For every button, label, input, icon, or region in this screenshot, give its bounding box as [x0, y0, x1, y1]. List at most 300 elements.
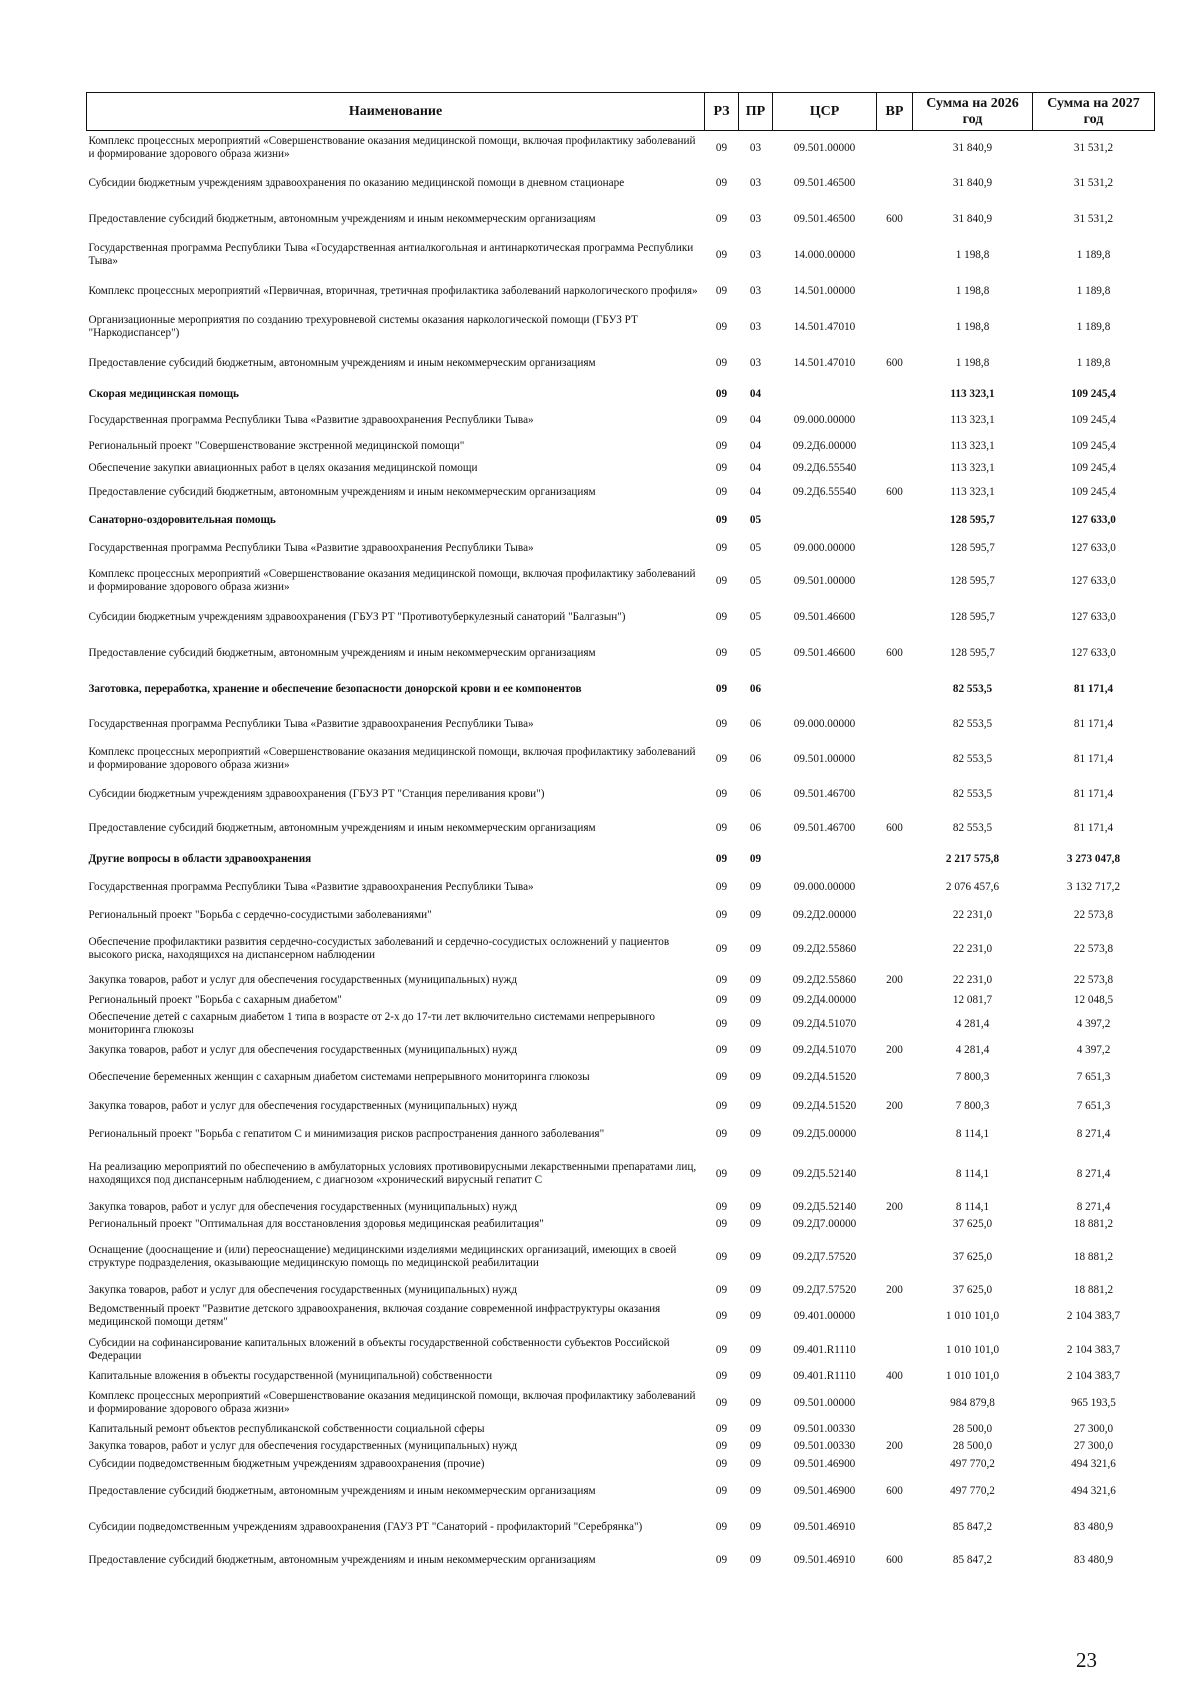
table-row: [87, 507, 1155, 533]
row-vr: 600: [886, 1484, 903, 1497]
row-vr: [877, 1119, 913, 1149]
row-sum-2026: 128 595,7: [950, 541, 995, 554]
row-rz: 09: [715, 356, 728, 369]
row-sum-2027: 1 189,8: [1076, 248, 1111, 261]
row-sum-2027: 1 189,8: [1076, 284, 1111, 297]
row-name: Субсидии на софинансирование капитальных вложений в объекты государственной собственности субъектов Российской Федерации: [88, 1337, 670, 1362]
table-row: [87, 811, 1155, 845]
row-rz: 09: [715, 752, 728, 765]
row-pr: 06: [749, 752, 762, 765]
header-name: Наименование: [87, 93, 705, 131]
row-sum-2026: 113 323,1: [950, 461, 995, 474]
row-sum-2026: 1 198,8: [955, 356, 990, 369]
row-pr: 09: [749, 1343, 762, 1356]
row-csr: 09.501.46600: [793, 646, 856, 659]
row-pr: 09: [749, 1099, 762, 1112]
table-row: [87, 1509, 1155, 1545]
row-pr: 09: [749, 1553, 762, 1566]
row-csr: 09.401.R1110: [793, 1343, 856, 1356]
row-sum-2027: 18 881,2: [1073, 1283, 1114, 1296]
row-csr: 09.2Д6.55540: [792, 461, 857, 474]
row-sum-2027: 965 193,5: [1071, 1396, 1116, 1409]
row-sum-2026: 22 231,0: [952, 973, 993, 986]
table-row: [87, 1119, 1155, 1149]
row-vr: [877, 1009, 913, 1039]
row-name: Обеспечение профилактики развития сердечно-сосудистых заболеваний и сердечно-сосудистых осложнений у пациентов высокого риска, находящихся на диспансерном наблюдении: [88, 936, 670, 961]
row-vr: [877, 671, 913, 707]
row-name: Закупка товаров, работ и услуг для обеспечения государственных (муниципальных) нужд: [88, 1099, 518, 1112]
row-vr: [877, 1385, 913, 1421]
row-vr: [877, 237, 913, 273]
row-pr: 09: [749, 1043, 762, 1056]
row-csr: 09.2Д4.00000: [792, 993, 857, 1006]
row-vr: [877, 407, 913, 433]
row-csr: 09.2Д5.52140: [792, 1200, 857, 1213]
row-vr: [877, 459, 913, 477]
header-sum-2026: Сумма на 2026 год: [913, 93, 1033, 131]
table-row: [87, 563, 1155, 599]
row-name: Предоставление субсидий бюджетным, автономным учреждениям и иным некоммерческим организациям: [88, 821, 596, 834]
table-row: [87, 873, 1155, 901]
row-pr: 09: [749, 1309, 762, 1322]
row-vr: [877, 433, 913, 459]
row-rz: 09: [715, 212, 728, 225]
row-sum-2027: 127 633,0: [1071, 646, 1116, 659]
row-csr: 09.501.46500: [793, 212, 856, 225]
row-vr: [877, 1299, 913, 1333]
table-row: [87, 599, 1155, 635]
row-sum-2026: 31 840,9: [952, 141, 993, 154]
row-sum-2026: 82 553,5: [952, 821, 993, 834]
row-name: Предоставление субсидий бюджетным, автономным учреждениям и иным некоммерческим организациям: [88, 212, 596, 225]
table-row: [87, 433, 1155, 459]
table-row: [87, 991, 1155, 1009]
row-pr: 09: [749, 1520, 762, 1533]
row-vr: [877, 1509, 913, 1545]
row-name: Санаторно-оздоровительная помощь: [88, 513, 276, 526]
row-sum-2026: 113 323,1: [950, 439, 995, 452]
row-csr: 09.2Д2.55860: [792, 973, 857, 986]
row-csr: 09.2Д4.51070: [792, 1043, 857, 1056]
table-row: [87, 1385, 1155, 1421]
row-vr: [877, 929, 913, 969]
table-row: [87, 1039, 1155, 1061]
header-vr: ВР: [877, 93, 913, 131]
row-pr: 09: [749, 1369, 762, 1382]
row-pr: 09: [749, 1457, 762, 1470]
row-vr: [877, 741, 913, 777]
row-csr: 09.2Д4.51070: [792, 1017, 857, 1030]
row-vr: [877, 131, 913, 166]
row-rz: 09: [715, 852, 728, 865]
row-rz: 09: [715, 1484, 728, 1497]
row-vr: [877, 1421, 913, 1437]
row-pr: 09: [749, 1200, 762, 1213]
row-csr: 09.501.46500: [793, 176, 856, 189]
row-sum-2027: 8 271,4: [1076, 1127, 1111, 1140]
row-vr: [877, 563, 913, 599]
row-pr: 09: [749, 1250, 762, 1263]
row-sum-2027: 2 104 383,7: [1066, 1309, 1121, 1322]
row-rz: 09: [715, 1520, 728, 1533]
row-csr: 09.2Д7.00000: [792, 1217, 857, 1230]
table-row: [87, 1473, 1155, 1509]
row-vr: 600: [886, 821, 903, 834]
row-sum-2026: 128 595,7: [950, 610, 995, 623]
row-sum-2027: 7 651,3: [1076, 1070, 1111, 1083]
row-csr: [773, 845, 877, 873]
row-pr: 04: [749, 439, 762, 452]
row-vr: [877, 707, 913, 741]
row-rz: 09: [715, 1250, 728, 1263]
row-name: Предоставление субсидий бюджетным, автономным учреждениям и иным некоммерческим организациям: [88, 356, 596, 369]
row-vr: [877, 533, 913, 563]
row-name: Субсидии бюджетным учреждениям здравоохранения (ГБУЗ РТ "Станция переливания крови"): [88, 787, 545, 800]
row-rz: 09: [715, 821, 728, 834]
row-sum-2027: 494 321,6: [1071, 1457, 1116, 1470]
row-csr: 09.501.46700: [793, 821, 856, 834]
row-csr: 14.501.00000: [793, 284, 856, 297]
row-pr: 05: [749, 610, 762, 623]
row-rz: 09: [715, 284, 728, 297]
row-csr: 09.2Д6.00000: [792, 439, 857, 452]
row-vr: [877, 599, 913, 635]
row-csr: 09.501.00000: [793, 1396, 856, 1409]
row-sum-2026: 1 010 101,0: [945, 1343, 1000, 1356]
row-sum-2026: 1 010 101,0: [945, 1309, 1000, 1322]
row-rz: 09: [715, 942, 728, 955]
row-sum-2026: 28 500,0: [952, 1422, 993, 1435]
table-row: [87, 671, 1155, 707]
row-vr: [877, 1149, 913, 1199]
row-sum-2027: 3 132 717,2: [1066, 880, 1121, 893]
row-sum-2027: 109 245,4: [1071, 387, 1116, 400]
row-rz: 09: [715, 1283, 728, 1296]
row-name: Комплекс процессных мероприятий «Совершенствование оказания медицинской помощи, включая профилактику заболеваний и формирование здорового образа жизни»: [88, 135, 696, 160]
row-csr: 09.2Д5.00000: [792, 1127, 857, 1140]
row-sum-2027: 18 881,2: [1073, 1250, 1114, 1263]
row-sum-2026: 113 323,1: [950, 387, 995, 400]
table-row: [87, 969, 1155, 991]
table-row: [87, 929, 1155, 969]
row-vr: [877, 1233, 913, 1281]
row-pr: 09: [749, 1422, 762, 1435]
row-rz: 09: [715, 1070, 728, 1083]
row-sum-2027: 4 397,2: [1076, 1043, 1111, 1056]
row-sum-2026: 128 595,7: [950, 574, 995, 587]
row-csr: 09.501.00330: [793, 1439, 856, 1452]
table-row: [87, 1545, 1155, 1575]
row-name: Закупка товаров, работ и услуг для обеспечения государственных (муниципальных) нужд: [88, 1043, 518, 1056]
table-row: [87, 635, 1155, 671]
row-name: Закупка товаров, работ и услуг для обеспечения государственных (муниципальных) нужд: [88, 1283, 518, 1296]
row-sum-2027: 22 573,8: [1073, 908, 1114, 921]
row-rz: 09: [715, 717, 728, 730]
row-rz: 09: [715, 141, 728, 154]
row-pr: 05: [749, 513, 762, 526]
table-row: [87, 1367, 1155, 1385]
header-csr: ЦСР: [773, 93, 877, 131]
row-name: Комплекс процессных мероприятий «Совершенствование оказания медицинской помощи, включая профилактику заболеваний и формирование здорового образа жизни»: [88, 1390, 696, 1415]
row-sum-2027: 27 300,0: [1073, 1422, 1114, 1435]
row-sum-2027: 81 171,4: [1073, 752, 1114, 765]
row-sum-2027: 12 048,5: [1073, 993, 1114, 1006]
row-rz: 09: [715, 574, 728, 587]
row-name: Закупка товаров, работ и услуг для обеспечения государственных (муниципальных) нужд: [88, 1200, 518, 1213]
row-sum-2026: 7 800,3: [955, 1070, 990, 1083]
row-rz: 09: [715, 1422, 728, 1435]
row-name: Комплекс процессных мероприятий «Совершенствование оказания медицинской помощи, включая профилактику заболеваний и формирование здорового образа жизни»: [88, 568, 696, 593]
row-name: Государственная программа Республики Тыва «Развитие здравоохранения Республики Тыва»: [88, 717, 534, 730]
row-sum-2026: 4 281,4: [955, 1017, 990, 1030]
row-sum-2026: 22 231,0: [952, 908, 993, 921]
row-csr: [773, 381, 877, 407]
row-name: Региональный проект "Борьба с сердечно-сосудистыми заболеваниями": [88, 908, 432, 921]
row-rz: 09: [715, 1099, 728, 1112]
row-rz: 09: [715, 1553, 728, 1566]
row-name: Комплекс процессных мероприятий «Первичная, вторичная, третичная профилактика заболеваний наркологического профиля»: [88, 284, 698, 297]
row-sum-2027: 83 480,9: [1073, 1553, 1114, 1566]
row-vr: 600: [886, 1553, 903, 1566]
row-sum-2027: 8 271,4: [1076, 1200, 1111, 1213]
row-csr: 09.2Д4.51520: [792, 1070, 857, 1083]
row-csr: 09.2Д4.51520: [792, 1099, 857, 1112]
row-name: Государственная программа Республики Тыва «Развитие здравоохранения Республики Тыва»: [88, 541, 534, 554]
row-sum-2027: 27 300,0: [1073, 1439, 1114, 1452]
row-csr: 09.401.R1110: [793, 1369, 856, 1382]
row-csr: 09.000.00000: [793, 413, 856, 426]
row-rz: 09: [715, 1457, 728, 1470]
row-sum-2026: 85 847,2: [952, 1553, 993, 1566]
row-sum-2026: 82 553,5: [952, 717, 993, 730]
row-pr: 04: [749, 387, 762, 400]
row-sum-2027: 494 321,6: [1071, 1484, 1116, 1497]
row-name: Закупка товаров, работ и услуг для обеспечения государственных (муниципальных) нужд: [88, 1439, 518, 1452]
row-name: Региональный проект "Совершенствование экстренной медицинской помощи": [88, 439, 465, 452]
row-name: Обеспечение беременных женщин с сахарным диабетом системами непрерывного мониторинга глюкозы: [88, 1070, 590, 1083]
row-sum-2026: 37 625,0: [952, 1250, 993, 1263]
table-row: [87, 845, 1155, 873]
row-name: Оснащение (дооснащение и (или) переоснащение) медицинскими изделиями медицинских организаций, имеющих в своей структуре подразделения, оказывающие медицинскую помощь по медицинской реабилитации: [88, 1244, 677, 1269]
row-sum-2027: 81 171,4: [1073, 682, 1114, 695]
row-sum-2027: 109 245,4: [1071, 485, 1116, 498]
row-csr: 09.2Д7.57520: [792, 1283, 857, 1296]
row-vr: [877, 873, 913, 901]
row-pr: 09: [749, 1439, 762, 1452]
row-rz: 09: [715, 610, 728, 623]
row-sum-2027: 81 171,4: [1073, 787, 1114, 800]
row-sum-2026: 2 076 457,6: [945, 880, 1000, 893]
row-rz: 09: [715, 1396, 728, 1409]
row-csr: 09.401.00000: [793, 1309, 856, 1322]
row-pr: 03: [749, 320, 762, 333]
row-csr: 14.501.47010: [793, 320, 856, 333]
row-sum-2027: 81 171,4: [1073, 821, 1114, 834]
row-rz: 09: [715, 682, 728, 695]
row-vr: 400: [886, 1369, 903, 1382]
row-csr: 09.000.00000: [793, 541, 856, 554]
row-rz: 09: [715, 413, 728, 426]
row-pr: 09: [749, 1217, 762, 1230]
row-csr: 09.501.46910: [793, 1553, 856, 1566]
row-sum-2026: 497 770,2: [950, 1484, 995, 1497]
row-vr: 600: [886, 646, 903, 659]
row-pr: 09: [749, 1017, 762, 1030]
row-sum-2026: 37 625,0: [952, 1217, 993, 1230]
row-sum-2026: 4 281,4: [955, 1043, 990, 1056]
row-name: Государственная программа Республики Тыва «Развитие здравоохранения Республики Тыва»: [88, 880, 534, 893]
row-pr: 05: [749, 574, 762, 587]
row-vr: [877, 991, 913, 1009]
row-name: Скорая медицинская помощь: [88, 387, 239, 400]
table-row: [87, 1437, 1155, 1455]
table-row: [87, 741, 1155, 777]
table-row: [87, 309, 1155, 345]
row-sum-2026: 1 010 101,0: [945, 1369, 1000, 1382]
row-rz: 09: [715, 646, 728, 659]
header-pr: ПР: [739, 93, 773, 131]
row-sum-2026: 497 770,2: [950, 1457, 995, 1470]
table-body: [87, 131, 1155, 1576]
row-vr: [877, 273, 913, 309]
row-vr: [877, 845, 913, 873]
table-row: [87, 273, 1155, 309]
row-pr: 09: [749, 973, 762, 986]
header-rz: РЗ: [705, 93, 739, 131]
row-vr: 600: [886, 485, 903, 498]
row-csr: 09.2Д5.52140: [792, 1167, 857, 1180]
row-sum-2027: 4 397,2: [1076, 1017, 1111, 1030]
row-csr: 09.501.00000: [793, 752, 856, 765]
row-pr: 09: [749, 993, 762, 1006]
table-row: [87, 1009, 1155, 1039]
row-rz: 09: [715, 1043, 728, 1056]
row-name: Региональный проект "Борьба с гепатитом С и минимизация рисков распространения данного заболевания": [88, 1127, 605, 1140]
row-rz: 09: [715, 541, 728, 554]
row-sum-2027: 22 573,8: [1073, 942, 1114, 955]
row-sum-2026: 82 553,5: [952, 787, 993, 800]
page-number: 23: [1076, 1648, 1097, 1672]
row-csr: 09.501.00000: [793, 574, 856, 587]
row-sum-2027: 127 633,0: [1071, 513, 1116, 526]
row-name: Обеспечение закупки авиационных работ в целях оказания медицинской помощи: [88, 461, 478, 474]
row-pr: 09: [749, 1396, 762, 1409]
row-rz: 09: [715, 248, 728, 261]
row-name: Субсидии подведомственным учреждениям здравоохранения (ГАУЗ РТ "Санаторий - профилакторий "Серебрянка"): [88, 1520, 643, 1533]
row-name: Предоставление субсидий бюджетным, автономным учреждениям и иным некоммерческим организациям: [88, 646, 596, 659]
table-row: [87, 1281, 1155, 1299]
row-vr: [877, 1215, 913, 1233]
row-rz: 09: [715, 973, 728, 986]
header-sum-2027: Сумма на 2027 год: [1033, 93, 1155, 131]
row-sum-2026: 31 840,9: [952, 176, 993, 189]
row-sum-2027: 2 104 383,7: [1066, 1369, 1121, 1382]
row-sum-2027: 31 531,2: [1073, 212, 1114, 225]
table-row: [87, 1233, 1155, 1281]
row-rz: 09: [715, 320, 728, 333]
row-csr: [773, 507, 877, 533]
row-name: Капитальные вложения в объекты государственной (муниципальной) собственности: [88, 1369, 493, 1382]
budget-table: [86, 92, 1155, 1575]
table-row: [87, 165, 1155, 201]
row-sum-2027: 31 531,2: [1073, 176, 1114, 189]
row-rz: 09: [715, 485, 728, 498]
row-pr: 09: [749, 880, 762, 893]
row-name: Заготовка, переработка, хранение и обеспечение безопасности донорской крови и ее компонентов: [88, 682, 582, 695]
table-header-row: [87, 93, 1155, 131]
table-row: [87, 1061, 1155, 1093]
row-sum-2026: 7 800,3: [955, 1099, 990, 1112]
row-pr: 09: [749, 1127, 762, 1140]
table-row: [87, 381, 1155, 407]
row-rz: 09: [715, 1017, 728, 1030]
row-pr: 04: [749, 485, 762, 498]
row-csr: 09.2Д2.55860: [792, 942, 857, 955]
row-sum-2027: 109 245,4: [1071, 413, 1116, 426]
row-pr: 09: [749, 1167, 762, 1180]
row-name: Субсидии подведомственным бюджетным учреждениям здравоохранения (прочие): [88, 1457, 485, 1470]
row-sum-2026: 984 879,8: [950, 1396, 995, 1409]
table-row: [87, 477, 1155, 507]
row-pr: 04: [749, 413, 762, 426]
row-csr: 09.2Д7.57520: [792, 1250, 857, 1263]
row-csr: 09.501.46700: [793, 787, 856, 800]
row-sum-2026: 113 323,1: [950, 485, 995, 498]
row-name: Закупка товаров, работ и услуг для обеспечения государственных (муниципальных) нужд: [88, 973, 518, 986]
row-pr: 03: [749, 248, 762, 261]
row-csr: 09.2Д6.55540: [792, 485, 857, 498]
row-vr: 200: [886, 1200, 903, 1213]
row-vr: [877, 165, 913, 201]
row-vr: 600: [886, 356, 903, 369]
row-sum-2027: 83 480,9: [1073, 1520, 1114, 1533]
row-sum-2026: 28 500,0: [952, 1439, 993, 1452]
row-csr: 09.501.46910: [793, 1520, 856, 1533]
row-name: Государственная программа Республики Тыва «Государственная антиалкогольная и антинаркотическая программа Республики Тыва»: [88, 242, 694, 267]
row-rz: 09: [715, 993, 728, 1006]
row-name: Предоставление субсидий бюджетным, автономным учреждениям и иным некоммерческим организациям: [88, 1553, 596, 1566]
row-sum-2027: 1 189,8: [1076, 320, 1111, 333]
row-name: Обеспечение детей с сахарным диабетом 1 типа в возрасте от 2-х до 17-ти лет включительно системами непрерывного мониторинга глюкозы: [88, 1011, 655, 1036]
row-sum-2027: 127 633,0: [1071, 541, 1116, 554]
table-row: [87, 1199, 1155, 1215]
table-row: [87, 407, 1155, 433]
row-sum-2027: 1 189,8: [1076, 356, 1111, 369]
row-name: Государственная программа Республики Тыва «Развитие здравоохранения Республики Тыва»: [88, 413, 534, 426]
row-sum-2027: 81 171,4: [1073, 717, 1114, 730]
row-csr: 09.501.46900: [793, 1457, 856, 1470]
table-row: [87, 345, 1155, 381]
table-row: [87, 707, 1155, 741]
row-name: Региональный проект "Борьба с сахарным диабетом": [88, 993, 342, 1006]
row-sum-2026: 8 114,1: [955, 1167, 990, 1180]
row-rz: 09: [715, 1343, 728, 1356]
row-csr: 14.501.47010: [793, 356, 856, 369]
row-pr: 05: [749, 541, 762, 554]
table-row: [87, 237, 1155, 273]
row-rz: 09: [715, 1217, 728, 1230]
row-name: Комплекс процессных мероприятий «Совершенствование оказания медицинской помощи, включая профилактику заболеваний и формирование здорового образа жизни»: [88, 746, 696, 771]
row-csr: 09.000.00000: [793, 717, 856, 730]
row-csr: 14.000.00000: [793, 248, 856, 261]
row-rz: 09: [715, 1439, 728, 1452]
table-row: [87, 1215, 1155, 1233]
row-sum-2026: 12 081,7: [952, 993, 993, 1006]
row-sum-2027: 127 633,0: [1071, 574, 1116, 587]
row-sum-2027: 3 273 047,8: [1066, 852, 1121, 865]
row-pr: 04: [749, 461, 762, 474]
row-rz: 09: [715, 513, 728, 526]
